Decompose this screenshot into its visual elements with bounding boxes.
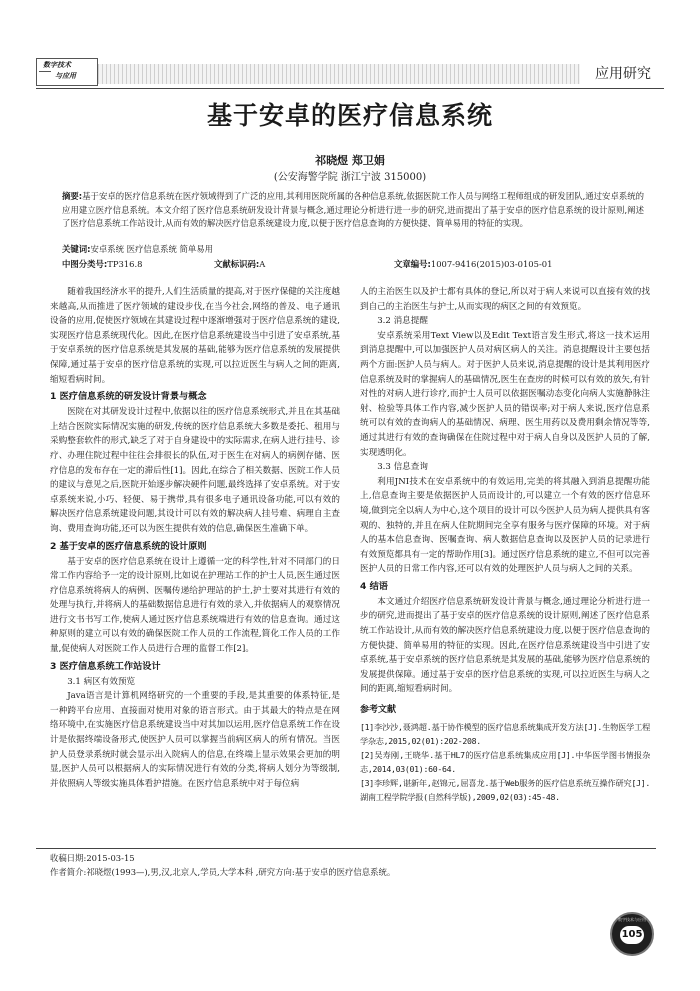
article-number-value: 1007-9416(2015)03-0105-01 (430, 259, 553, 269)
footer-rule (36, 848, 656, 849)
received-date: 收稿日期:2015-03-15 (50, 853, 135, 863)
reference-item: [3]李珍辉,谌新年,赵锦元,屈喜龙.基于Web服务的医疗信息系统互操作研究[J].湖南工程学院学报(自然科学版),2009,02(03):45-48. (360, 777, 650, 802)
heading-section-4: 4 结语 (360, 580, 388, 592)
intro-paragraph: 随着我国经济水平的提升,人们生活质量的提高,对于医疗保健的关注度越来越高,从而推进了医疗领域的建设步伐,在当今社会,网络的普及、电子通讯设备的应用,促使医疗领域在其建设过程中逐渐增强对于医疗信息系统的建设,实现医疗信息系统现代化。因此,在医疗信息系统建设当中引进了安卓系统,基于安卓系统的医疗信息系统是其发展的基础,能够为医疗信息系统的发展提供保障,通过基于安卓的医疗信息系统的实现,可以拉近医生与病人之间的距离,缩短看病时间。 (50, 287, 340, 385)
badge-journal-text: 数字技术与应用 (618, 917, 646, 922)
heading-section-3-1: 3.1 病区有效预览 (67, 676, 136, 687)
clc-label: 中图分类号: (62, 259, 108, 269)
doc-label: 文献标识码: (214, 259, 260, 269)
keywords (62, 243, 644, 256)
article-title: 基于安卓的医疗信息系统 (206, 101, 493, 130)
abstract-label: 摘要: (62, 191, 83, 201)
article-number-label: 文章编号: (394, 259, 431, 269)
section-tag: 应用研究 (595, 66, 651, 82)
logo-line-1: 数字技术 (43, 61, 71, 69)
section-3-2-paragraph: 安卓系统采用Text View以及Edit Text语言发生形式,将这一技术运用到消息提醒中,可以加强医护人员对病区病人的关注。消息提醒设计主要包括两个方面:医护人员与病人。对于医护人员来说,消息提醒的设计是其利用医疗信息系统及时的掌握病人的基础情况,医生在查房的时候可以有效的放矢,有针对性的对病人进行诊疗,而护士人员可以依据医嘱动态变化向病人实施静脉注射、检验等具体工作内容,减少医护人员的错误率;对于病人来说,医疗信息系统可以有效的查询病人的基础情况、病理、医生用药以及费用剩余情况等等,通过其进行有效的查询确保在住院过程中对于病人自身以及医护人员的了解,实现透明化。 (360, 330, 650, 458)
keywords-label: 关键词: (62, 244, 91, 254)
clc-number (62, 258, 142, 270)
heading-section-2: 2 基于安卓的医疗信息系统的设计原则 (50, 540, 207, 552)
heading-section-1: 1 医疗信息系统的研发设计背景与概念 (50, 391, 207, 403)
header-pattern-bar (98, 64, 580, 84)
section-3-3-paragraph: 利用JNI技术在安卓系统中的有效运用,完美的将其融入到消息提醒功能上,信息查询主要是依据医护人员而设计的,可以建立一个有效的医疗信息环境,做到完全以病人为中心,这个项目的设计可以今医护人员为病人提供具有客观的、独特的,并且在病人住院期间完全享有服务与医疗保障的环境。对于病人的基本信息查询、医嘱查询、病人数据信息查询以及医护人员的记录进行有效预览都具有一定的帮助作用[3]。通过医疗信息系统的建立,不但可以完善医护人员的日常工作内容,还可以有效的处理医护人员与病人之间的关系。 (360, 476, 650, 575)
logo-divider (39, 71, 51, 72)
section-3-1-paragraph: Java语言是计算机网络研究的一个重要的手段,是其重要的体系特征,是一种跨平台应用、直接面对使用对象的语言形式。由于其最大的特点是在网络环境中,在实施医疗信息系统建设当中对其加以运用,医疗信息系统工作在设计是依据终端设备形式,使医护人员可以掌握当前病区病人的所有情况。当医护人员登录系统时就会显示出入院病人的信息,在终端上显示效果会更加的明显,医护人员可以根据病人的实际情况进行有效的分类,将病人划分为等级制,并依照病人等级实施具体看护措施。在医疗信息系统中对于每位病 (50, 691, 340, 789)
abstract-text: 基于安卓的医疗信息系统在医疗领域得到了广泛的应用,其利用医院所属的各种信息系统,依据医院工作人员与网络工程师组成的研发团队,通过安卓系统的应用建立医疗信息系统。本文介绍了医疗信息系统研发设计背景与概念,通过理论分析进行进一步的研究,进而提出了基于安卓的医疗信息系统的设计原则,阐述了医疗信息系统工作站设计,从而有效的解决医疗信息系统建设力度,以便于医疗信息查询的方便快捷、简单易用的特征的实现。 (62, 191, 644, 228)
references-heading: 参考文献 (360, 705, 397, 716)
article-affiliation: (公安海警学院 浙江宁波 315000) (273, 172, 427, 183)
clc-value: TP316.8 (107, 259, 143, 269)
heading-section-3: 3 医疗信息系统工作站设计 (50, 660, 161, 672)
heading-section-3-3: 3.3 信息查询 (377, 462, 428, 473)
logo-line-2: 与应用 (55, 72, 76, 80)
author-bio: 作者简介:祁晓煜(1993—),男,汉,北京人,学员,大学本科 ,研究方向:基于安卓的医疗信息系统。 (50, 867, 396, 877)
abstract (62, 190, 644, 231)
body-column-left (50, 285, 340, 845)
header-rule (36, 88, 664, 89)
doc-code (214, 258, 265, 270)
page-number: 105 (620, 926, 644, 944)
section-2-paragraph: 基于安卓的医疗信息系统在设计上遵循一定的科学性,针对不同部门的日常工作内容给予一定的设计原则,比如说在护理站工作的护士人员,医生通过医疗信息系统将病人的病例、医嘱传递给护理站的护士,护士要对其进行有效的处理与执行,并将病人的基础数据信息进行有效的录入,并依据病人的观察情况进行文书书写工作,使病人通过医疗信息系统端进行有效的信息查询。通过这种原则的建立可以有效的确保医院工作人员的工作流程,简化工作人员的工作量,促使病人对医院工作人员进行合理的监督工作[2]。 (50, 556, 340, 655)
doc-value: A (259, 259, 266, 269)
journal-logo (36, 58, 98, 86)
reference-item: [1]李沙沙,聂鸿超.基于协作模型的医疗信息系统集成开发方法[J].生物医学工程学杂志,2015,02(01):202-208. (360, 721, 650, 746)
article-number (394, 258, 552, 270)
section-1-paragraph: 医院在对其研发设计过程中,依据以往的医疗信息系统形式,并且在其基础上结合医院实际情况实施的研发,传统的医疗信息系统大多数是委托、租用与采购整套软件的形式,缺乏了对于自身建设中的实际需求,在病人进行挂号、诊疗、办理住院过程中往往会排很长的队伍,对于医生在对病人的病例存储、医疗信息的发布存在一定的滞后性[1]。因此,在综合了相关数据、医院工作人员的建议与意见之后,医院开始逐步解决硬件问题,最终选择了安卓系统。对于安卓系统来说,小巧、轻便、易于携带,具有很多电子通讯设备功能,可以有效的解决医疗信息系统建设问题,其设计可以有效的解决病人挂号难、病理自主查询、费用查询功能,还可以为医生提供有效的信息,确保医生准确下单。 (50, 407, 340, 534)
conclusion-paragraph: 本文通过介绍医疗信息系统研发设计背景与概念,通过理论分析进行进一步的研究,进而提出了基于安卓的医疗信息系统的设计原则,阐述了医疗信息系统工作站设计,从而有效的解决医疗信息系统建设力度,以便于医疗信息查询的方便快捷、简单易用的特征的实现。因此,在医疗信息系统建设当中引进了安卓系统,基于安卓系统的医疗信息系统是其发展的基础,能够为医疗信息系统的发展提供保障。通过基于安卓的医疗信息系统的实现,可以拉近医生与病人之间的距离,缩短看病时间。 (360, 596, 650, 695)
keywords-text: 安卓系统 医疗信息系统 简单易用 (90, 244, 214, 254)
article-authors: 祁晓煜 郑卫娟 (315, 154, 385, 167)
reference-item: [2]吴寿刚,王晓华.基于HL7的医疗信息系统集成应用[J].中华医学图书情报杂志,2014,03(01):60-64. (360, 749, 650, 774)
body-column-right (360, 285, 650, 804)
heading-section-3-2: 3.2 消息提醒 (377, 316, 428, 327)
section-3-1-continued: 人的主治医生以及护士都有具体的登记,所以对于病人来说可以直接有效的找到自己的主治医生与护士,从而实现的病区之间的有效预览。 (360, 287, 650, 312)
page-number-badge (610, 912, 654, 956)
